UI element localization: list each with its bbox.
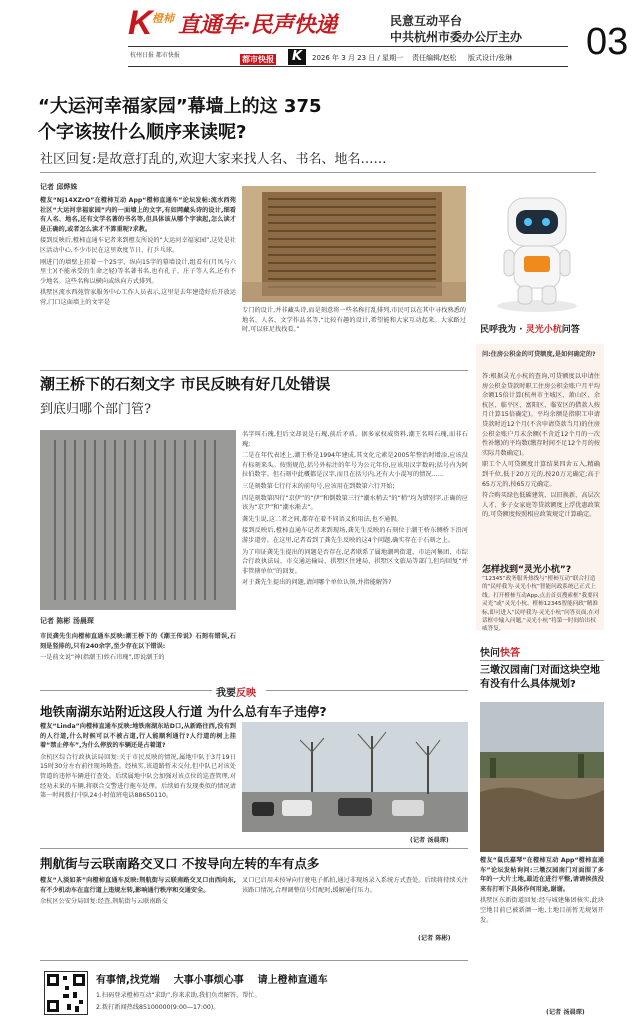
street-photo-art xyxy=(242,722,468,832)
masthead-bottom-rule xyxy=(128,66,568,67)
ai-how-text: “12345”政务服务热线与“橙柿互动”联合打造的“民呼我为·灵光小杭”智能问政系统已正式上线。打开橙柿互动App,点击首页搜索框“我要问灵光”或“灵光小杭、橙柿12345智能问政”精准标,即可进入“民呼我为·灵光小杭”问答页面,在对话框中输入问题,“灵光小杭”将第一时间给出权威答复。 xyxy=(482,576,600,633)
article1-wall-photo xyxy=(242,186,466,302)
woyao-band-right-rule xyxy=(266,690,468,691)
article4-headline: 荆航街与云联南路交叉口 不按导向左转的车有点多 xyxy=(40,856,320,871)
small-paper-name: 杭州日报 都市快报 xyxy=(130,52,180,59)
article1-para4: 拱墅区流水西苑管家服务中心工作人员表示,这里是去年建造好后开放运营,门口这面墙上的文字是 xyxy=(40,289,236,306)
design-credit: 版式设计/张琳 xyxy=(468,54,513,62)
publisher-line-2: 中共杭州市委办公厅主办 xyxy=(390,30,523,44)
article2-headline: 潮王桥下的石刻文字 市民反映有好几处错误 xyxy=(40,375,331,393)
article2-left1: 市民龚先生向橙柿直通车反映:潮王桥下的《潮王传说》石刻有错误,石刻是竖排的,只有240余字,至少存在以下错误: xyxy=(40,633,236,650)
article4-col2 xyxy=(242,876,468,897)
article2-top-rule xyxy=(40,370,468,371)
woyao-band-left-rule xyxy=(40,690,212,691)
ai-title-suffix: 问答 xyxy=(561,325,580,335)
article2-reporter: 记者 陈彬 汤晨琛 xyxy=(40,617,94,625)
page-number: 03 xyxy=(586,21,629,63)
kuaichu-red: 快答 xyxy=(500,648,520,659)
article3-p1: 橙友“Linda”向橙柿直通车反映:地铁南湖东站D口,从新路往西,没有到的人行道,什么时候可以不被占道,行人能顺利通行?人行道的树上挂着“禁止停车”,为什么停放的车辆还是占着道? xyxy=(40,723,236,750)
article2-left2: 一是前文说“神(指潮王)姓石讳瑰”,即说潮王的 xyxy=(40,654,165,662)
article1-para5: 专门的设计,并非藏头诗,而是刻意将一些名称打乱排列,市民可以在其中寻找熟悉的地名、人名、文学作品名等,“比较有趣的设计,希望能和大家互动起来。大家路过时,可以驻足找找看。” xyxy=(242,307,466,334)
article3-headline: 地铁南湖东站附近这段人行道 为什么总有车子违停? xyxy=(40,704,327,719)
article1-reporter: 记者 邱烨姝 xyxy=(40,183,78,191)
footer-line2: 2.拨打新闻热线85100000(9:00—17:00)。 xyxy=(96,1004,220,1011)
kuaichu-p2: 拱墅区东新街道回复:经与城建集团核实,此块空地目前已被新颜一地,土地目前暂无规划开发。 xyxy=(480,897,604,924)
ai-title-prefix: 民呼我为 · xyxy=(480,325,526,335)
ai-box-title xyxy=(480,322,580,335)
article2-left-text xyxy=(40,632,236,665)
ai-answer-3: 符合购买绿色低碳建筑、以旧换新、高层次人才、多子女家庭等贷款额度上浮优惠政策的,可贷额度按照相应政策规定计算确定。 xyxy=(482,492,600,519)
footer-qr-code xyxy=(44,971,88,1015)
kuaichu-photo xyxy=(480,702,604,852)
issue-date: 2026 年 3 月 23 日 / 星期一 xyxy=(312,54,404,62)
article2-r7: 为了印证龚先生提出的问题是否存在,记者联系了属地潮鸣街道、市运河集团、市综合行政执法局、市交通运输局、拱墅区住建局、拱墅区文旅局等部门,但均回复“并非管辖单位”的回复。 xyxy=(242,548,468,575)
article4-p2: 余杭区公安分局回复:经查,荆航街与云联南路交 xyxy=(40,898,168,906)
brand-k: K xyxy=(128,4,153,42)
brand-title: 直通车·民声快递 xyxy=(178,13,337,38)
article2-r6: 接到反映后,橙柿直通车记者来到现场,龚先生反映的石刻位于潮王桥东侧桥下沿河游步道旁。在这里,记者看到了龚先生反映的这4个问题,确实存在于石刻之上。 xyxy=(242,527,468,544)
article1-col1 xyxy=(40,196,236,310)
article3-p2: 余杭区综合行政执法局回复:关于市民反映的情况,属地中队于3月19日15时30分左右前往现场勘查。经核实,该道路暂未交付,但中队已对该处管道的违停车辆进行查处。后续属地中队会加强对该点位的巡查管理,对经劝未果的车辆,将联合交警进行拖车处理。后续如有发现类似的情况请第一时间拨打中队24小时值班电话88650110。 xyxy=(40,753,236,800)
woyao-prefix: 我要 xyxy=(216,688,236,699)
article4-rule xyxy=(40,848,468,849)
footer-box xyxy=(40,960,468,1018)
editor-credit: 责任编辑/赵松 xyxy=(412,54,457,62)
kuaichu-reporter: (记者 汤晨琛) xyxy=(546,1009,585,1016)
article1-subhead: 社区回复:是故意打乱的,欢迎大家来找人名、书名、地名…… xyxy=(40,152,387,167)
ai-answer xyxy=(482,372,600,522)
brand-logo xyxy=(128,4,386,44)
article2-right-text xyxy=(242,430,468,590)
article2-r2: 二是在年代表述上,潮王桥是1994年建成,其文化元素是2005年整治时增添,应该没有标刻来头。按照规范,括号外标注的年号为公元年份,应该用汉字数码;括号内为阿拉伯数字。但石刻中此概都是汉字,而且在括号内,还有大小混写的情况…… xyxy=(242,452,468,479)
kuaichu-prefix: 快问 xyxy=(480,648,500,659)
article3-street-photo xyxy=(242,722,468,832)
masthead-rule xyxy=(128,46,568,47)
article2-r8: 对于龚先生提出的问题,请问哪个单位认领,并指能解答? xyxy=(242,579,392,587)
ai-answer-1: 答:根据灵光小杭的查询,可贷额度以申请住房公积金贷款时职工住房公积金账户月平均余额15倍计算(杭州市主城区、萧山区、余杭区、临平区、富阳区、临安区的借款人按月计算15倍确定)。平均余额是指职工申请贷款时近12个月(不含申请贷款当月)的住房公积金账户月末余额(不含近12个月的一次性补缴)的平均数(缴存时间不足12个月的按实际月数确定)。 xyxy=(482,373,600,457)
kuaichu-label xyxy=(480,644,520,659)
kuaichu-rule xyxy=(480,660,604,661)
ai-title-red: 灵光小杭 xyxy=(525,325,562,335)
article4-col1 xyxy=(40,876,236,909)
kuaichu-text xyxy=(480,856,604,927)
article4-p3: 叉口已启用未按导向行驶电子抓拍,通过非现场录入系统方式查处。后续将持续关注该路口情况,合理调整信号灯配时,缓解通行压力。 xyxy=(242,877,468,894)
stone-inscription-art xyxy=(40,430,236,610)
robot-mascot xyxy=(484,188,590,314)
article4-reporter: (记者 陈彬) xyxy=(418,935,451,942)
article3-reporter: (记者 汤晨琛) xyxy=(410,837,449,844)
woyao-label xyxy=(216,684,256,699)
article1-col2 xyxy=(242,306,466,337)
article4-p1: 橙友“人淡如茶”向橙柿直通车反映:荆航街与云联南路交叉口由西向东,有不少机动车在直行道上违规左转,影响通行秩序和交通安全。 xyxy=(40,877,236,894)
publisher-line-1: 民意互动平台 xyxy=(390,14,463,28)
article2-stone-photo xyxy=(40,430,236,610)
kuaichu-headline: 三墩汉园南门对面这块空地有没有什么具体规划? xyxy=(480,665,600,690)
kuaichu-p1: 橙友“鼠氏嘉琴”在橙柿互动 App“橙柿直通车”论坛发帖询问:三墩汉园南门对面围了多年的一大片土地,最近在进行平整,请请挨孩没来有打听下具体作何用途,谢谢。 xyxy=(480,857,604,893)
brand-orange: 橙柿 xyxy=(152,12,174,25)
article2-r5: 龚先生说,这二者之间,都存在着不同语义和用法,也不通假。 xyxy=(242,515,403,523)
wall-photo-art xyxy=(242,186,466,302)
article1-para3: 刚进门的墙壁上挂着一个25字、纵向15字的幕墙设计,组看有(月凤与六里土)(不能承受的生命之轻)等名著书名,也有孔子、庄子等人名,还有不少地名。这些名称以横向或纵向方式排列。 xyxy=(40,258,236,285)
article1-para2: 接到反映后,橙柿直通车记者来到橙友所说的“大运河幸福家园”,这处是社区活动中心,不少市民在这里欢度节日、打乒乓球。 xyxy=(40,237,236,254)
article2-r3: 三是刻数第七行行末的前句号,应该用在到数第六行开始; xyxy=(242,482,395,490)
article1-para1: 橙友“Nj14XZrO”在橙柿互动 App“橙柿直通车”论坛发帖:流水西苑社区“大运河幸福家园”内的一面墙上的文字,有如网藏头诗的设计,细看有人名、地名,还有文学名著的书名等,但具体该从哪个字读起,怎么读才是正确的,或者怎么读才不算重呢?求教。 xyxy=(40,197,236,233)
empty-land-photo-art xyxy=(480,702,604,852)
article2-r4: 四是刻数第四行“京伊”的“伊”和倒数第三行“潮水稍去”的“稍”均为错别字,正确的应该为“京尹”和“潮水渐去”。 xyxy=(242,494,468,512)
woyao-red: 反映 xyxy=(236,688,256,699)
footer-slogan: 有事情,找党端 大事小事烦心事 请上橙柿直通车 xyxy=(96,975,328,986)
ai-answer-2: 职工个人可贷额度计算结果四舍五入,精确到千位,低于20万元的,按20万元确定;高于65万元的,按65万元确定。 xyxy=(482,461,600,488)
article3-text xyxy=(40,722,236,803)
article1-rule xyxy=(40,172,596,173)
ai-how-title: 怎样找到“灵光小杭”? xyxy=(482,565,572,575)
article2-subhead: 到底归哪个部门管? xyxy=(40,402,151,417)
small-orange-label: 都市快报 xyxy=(242,55,274,64)
small-k-icon: K xyxy=(288,49,306,65)
article2-r1: 名字叫石瑰,但后文却说是石瑰,前后矛盾。据多家权威资料,潮王名叫石瑰,而非石瑰; xyxy=(242,431,468,448)
ai-question: 问:住房公积金的可贷额度,是如何确定的? xyxy=(482,351,596,358)
article1-headline: “大运河幸福家园”幕墙上的这 375 个字该按什么顺序来读呢? xyxy=(38,96,322,143)
masthead xyxy=(0,0,642,70)
footer-line1: 1.扫码登录橙柿互动“求助”,你来求助,我们负责解答、帮忙。 xyxy=(96,992,261,999)
